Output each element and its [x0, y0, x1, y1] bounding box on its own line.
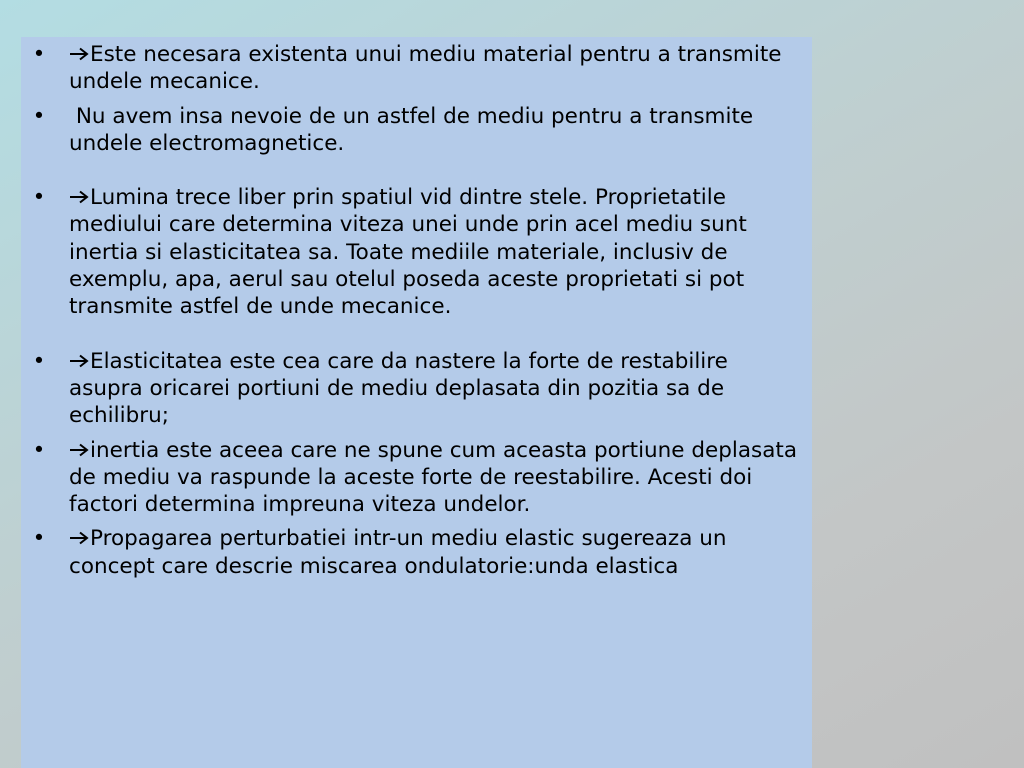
- bullet-item-6: [21, 525, 812, 580]
- bullet-dot: •: [32, 437, 46, 463]
- bullet-item-4: [21, 348, 812, 430]
- bullet-text: Nu avem insa nevoie de un astfel de mediu pentru a transmite undele electromagnetice.: [69, 103, 760, 156]
- bullet-text: Este necesara existenta unui mediu material pentru a transmite undele mecanice.: [69, 42, 782, 95]
- bullet-text: Lumina trece liber prin spatiul vid dintre stele. Proprietatile mediului care determina viteza unei unde prin acel mediu sunt inertia si elasticitatea sa. Toate mediile materiale, inclusiv de exemplu, apa, aerul sau otelul poseda aceste proprietati si pot transmite astfel de unde mecanice.: [69, 185, 747, 320]
- bullet-dot: •: [32, 103, 46, 129]
- bullet-dot: •: [32, 42, 46, 67]
- bullet-item-2: [21, 103, 812, 158]
- bullet-item-1: [21, 41, 812, 96]
- bullet-list: [21, 41, 812, 580]
- right-arrow-icon: [69, 531, 89, 545]
- right-arrow-icon: [69, 443, 89, 457]
- right-arrow-icon: [69, 354, 89, 368]
- bullet-item-3: [21, 184, 812, 320]
- bullet-text: inertia este aceea care ne spune cum aceasta portiune deplasata de mediu va raspunde la aceste forte de reestabilire. Acesti doi factori determina impreuna viteza undelor.: [69, 437, 798, 518]
- bullet-text: Propagarea perturbatiei intr-un mediu elastic sugereaza un concept care descrie miscarea ondulatorie:unda elastica: [69, 526, 727, 579]
- bullet-text: Elasticitatea este cea care da nastere la forte de restabilire asupra oricarei portiuni de mediu deplasata din pozitia sa de echilibru;: [69, 348, 728, 429]
- content-panel: [21, 37, 812, 768]
- right-arrow-icon: [69, 47, 89, 61]
- bullet-dot: •: [32, 526, 46, 552]
- right-arrow-icon: [69, 190, 89, 204]
- bullet-item-5: [21, 437, 812, 519]
- bullet-dot: •: [32, 185, 46, 211]
- bullet-dot: •: [32, 348, 46, 374]
